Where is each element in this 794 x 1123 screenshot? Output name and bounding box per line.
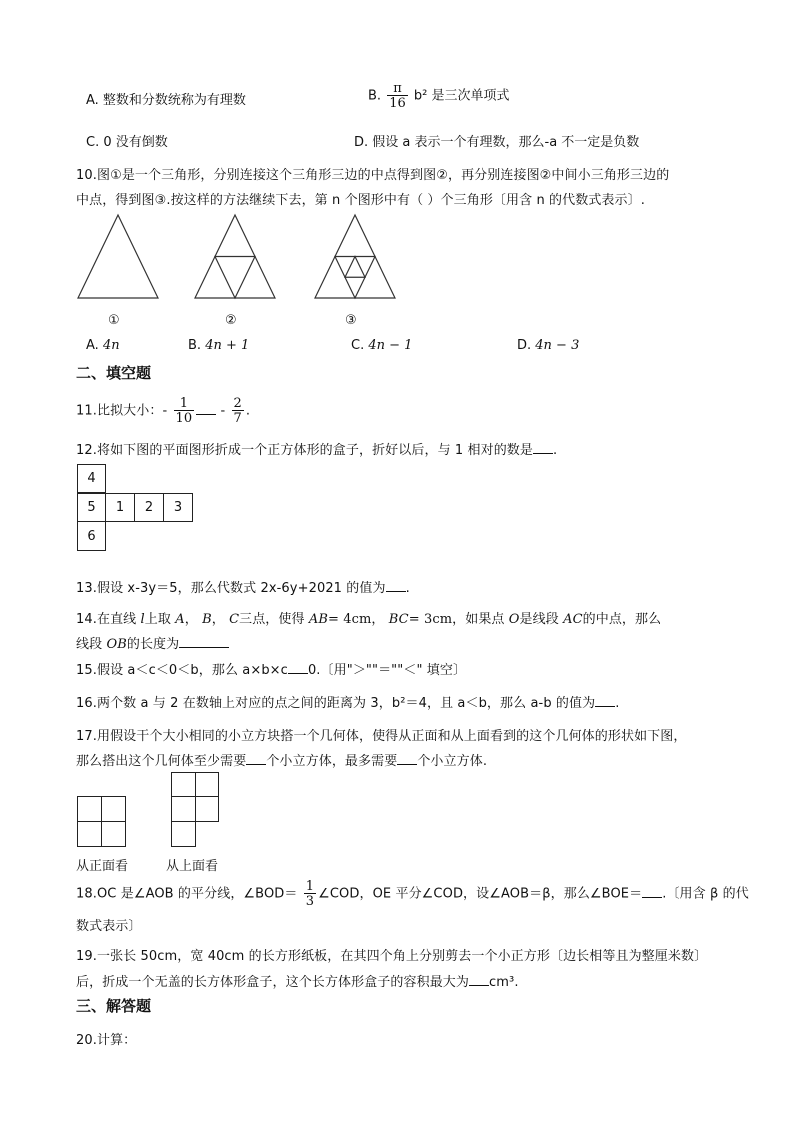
q14-text: ，如果点 — [452, 612, 505, 627]
q11-fraction-1 — [174, 397, 195, 425]
answer-blank[interactable] — [179, 635, 229, 648]
q11-minus: - — [220, 403, 226, 419]
q10-option-d — [517, 338, 579, 353]
option-expression: 4n + 1 — [205, 338, 250, 353]
fraction-numerator: 1 — [305, 879, 315, 894]
fraction-numerator: π — [393, 81, 402, 96]
q9-option-b-label: B. — [368, 88, 382, 104]
q14-text: 三点，使得 — [239, 612, 305, 627]
answer-blank-max[interactable] — [397, 752, 417, 765]
net-cell-3: 3 — [163, 493, 193, 522]
grid-cell — [171, 821, 196, 847]
q9-option-d: D. 假设 a 表示一个有理数，那么-a 不一定是负数 — [354, 135, 640, 150]
math-eq-1: = 4cm — [328, 612, 372, 627]
triangle-figure-2 — [195, 215, 275, 298]
q17-text: 个小立方体. — [417, 754, 488, 769]
figure-label-1: ① — [108, 313, 120, 328]
option-label: C. — [351, 338, 369, 353]
q13-text-pre: 13.假设 x-3y＝5，那么代数式 2x-6y+2021 的值为 — [76, 581, 386, 596]
grid-cell — [101, 821, 126, 847]
q12-text-pre: 12.将如下图的平面图形折成一个正方体形的盒子，折好以后，与 1 相对的数是 — [76, 443, 534, 458]
net-cell-1: 1 — [105, 493, 135, 522]
q13 — [76, 577, 410, 596]
q15 — [76, 659, 466, 678]
math-var-o: O — [508, 612, 520, 627]
option-label: A. — [86, 338, 103, 353]
fraction-denominator: 3 — [305, 894, 315, 909]
figure-label-2: ② — [225, 313, 237, 328]
q14-line1: 14.在直线 l上取 A， B， C三点，使得 AB= 4cm， BC= 3cm，如果点 O是线段 AC的中点，那么 — [76, 612, 662, 627]
answer-blank[interactable] — [386, 579, 406, 592]
q10-text-line2: 中点，得到图③.按这样的方法继续下去，第 n 个图形中有（ ）个三角形〔用含 n 的代数式表示〕. — [76, 193, 645, 208]
answer-blank[interactable] — [196, 402, 216, 415]
q11-suffix: . — [245, 403, 251, 419]
option-label: B. — [188, 338, 206, 353]
q16-text-pre: 16.两个数 a 与 2 在数轴上对应的点之间的距离为 3，b²＝4，且 a＜b，那么 a-b 的值为 — [76, 696, 596, 711]
triangle-figure-3 — [315, 215, 395, 298]
section-heading-solve: 三、解答题 — [76, 997, 152, 1015]
q19-line1: 19.一张长 50cm，宽 40cm 的长方形纸板，在其四个角上分别剪去一个小正方形〔边长相等且为整厘米数〕 — [76, 949, 708, 964]
q18-text: 18.OC 是∠AOB 的平分线，∠BOD＝ — [76, 886, 298, 902]
q15-text-pre: 15.假设 a＜c＜0＜b，那么 a×b×c — [76, 663, 288, 678]
q16 — [76, 692, 619, 711]
q14-line2 — [76, 633, 229, 652]
q12-text — [76, 439, 557, 458]
q9-option-b-fraction — [387, 82, 408, 110]
math-seg-bc: BC — [388, 612, 409, 627]
q10-triangle-figures — [70, 210, 410, 310]
fraction-denominator: 7 — [233, 411, 242, 426]
math-eq-2: = 3cm — [408, 612, 453, 627]
fraction-numerator: 2 — [233, 396, 242, 411]
front-view-label: 从正面看 — [76, 859, 129, 874]
q17-text: 那么搭出这个几何体至少需要 — [76, 754, 247, 769]
option-expression: 4n − 3 — [535, 338, 580, 353]
section-heading-fill-blank: 二、填空题 — [76, 364, 152, 382]
q18-text: ∠COD，OE 平分∠COD，设∠AOB＝β，那么∠BOE＝ — [318, 886, 643, 902]
q14-text: 上取 — [144, 612, 171, 627]
q9-option-b — [368, 82, 510, 110]
q14-text: 14.在直线 — [76, 612, 137, 627]
q11-fraction-2 — [232, 397, 244, 425]
grid-cell — [195, 772, 219, 797]
q14-text: 是线段 — [519, 612, 559, 627]
q16-text-post: . — [615, 696, 620, 711]
answer-blank[interactable] — [642, 885, 662, 898]
grid-cell — [101, 796, 126, 822]
q20: 20.计算： — [76, 1033, 137, 1048]
top-view-label: 从上面看 — [166, 859, 219, 874]
math-var-c: C — [229, 612, 240, 627]
q19-text: cm³. — [489, 975, 519, 990]
fraction-denominator: 10 — [175, 411, 193, 426]
net-cell-4: 4 — [77, 464, 106, 493]
net-cell-2: 2 — [134, 493, 164, 522]
math-seg-ab: AB — [308, 612, 329, 627]
q14-text: 线段 — [76, 637, 103, 652]
fraction-denominator: 16 — [389, 96, 406, 111]
grid-cell — [77, 821, 102, 847]
answer-blank[interactable] — [288, 661, 308, 674]
grid-cell — [195, 796, 219, 822]
figure-label-3: ③ — [345, 313, 357, 328]
math-seg-ob: OB — [106, 637, 127, 652]
q9-option-b-text: b² 是三次单项式 — [413, 88, 510, 104]
q9-option-a: A. 整数和分数统称为有理数 — [86, 93, 246, 108]
grid-cell — [171, 772, 196, 797]
answer-blank[interactable] — [469, 973, 489, 986]
q13-text-post: . — [405, 581, 410, 596]
triangle-figure-1 — [78, 215, 158, 298]
q14-text: 的长度为 — [126, 637, 180, 652]
q18-line2: 数式表示〕 — [76, 919, 142, 934]
answer-blank[interactable] — [595, 694, 615, 707]
q18-line1 — [76, 880, 749, 908]
q17-text: 个小立方体，最多需要 — [266, 754, 398, 769]
q19-text: 后，折成一个无盖的长方体形盒子，这个长方体形盒子的容积最大为 — [76, 975, 470, 990]
net-cell-5: 5 — [77, 493, 106, 522]
q15-text-post: 0.〔用"＞""＝""＜" 填空〕 — [307, 663, 467, 678]
grid-cell — [77, 796, 102, 822]
option-expression: 4n − 1 — [368, 338, 413, 353]
q11 — [76, 397, 250, 425]
q17-line2 — [76, 750, 487, 769]
math-seg-ac: AC — [563, 612, 583, 627]
option-expression: 4n — [102, 338, 120, 353]
math-var-b: B — [202, 612, 212, 627]
q18-fraction — [304, 880, 316, 908]
q18-text: .〔用含 β 的代 — [662, 886, 749, 902]
q10-option-a — [86, 338, 120, 353]
math-var-l: l — [140, 612, 145, 627]
q14-text: 的中点，那么 — [582, 612, 662, 627]
q10-option-c — [351, 338, 412, 353]
answer-blank-min[interactable] — [246, 752, 266, 765]
q12-text-post: . — [553, 443, 558, 458]
q19-line2 — [76, 971, 519, 990]
q9-option-c: C. 0 没有倒数 — [86, 135, 168, 150]
answer-blank[interactable] — [533, 441, 553, 454]
q10-text-line1: 10.图①是一个三角形，分别连接这个三角形三边的中点得到图②，再分别连接图②中间小三角形三边的 — [76, 168, 670, 183]
net-cell-6: 6 — [77, 521, 106, 551]
option-label: D. — [517, 338, 536, 353]
fraction-numerator: 1 — [179, 396, 189, 411]
q10-option-b — [188, 338, 249, 353]
math-var-a: A — [175, 612, 185, 627]
grid-cell — [171, 796, 196, 822]
q17-line1: 17.用假设干个大小相同的小立方块搭一个几何体，使得从正面和从上面看到的这个几何体的形状如下图， — [76, 729, 687, 744]
q11-prefix: 11.比拟大小：- — [76, 403, 168, 419]
